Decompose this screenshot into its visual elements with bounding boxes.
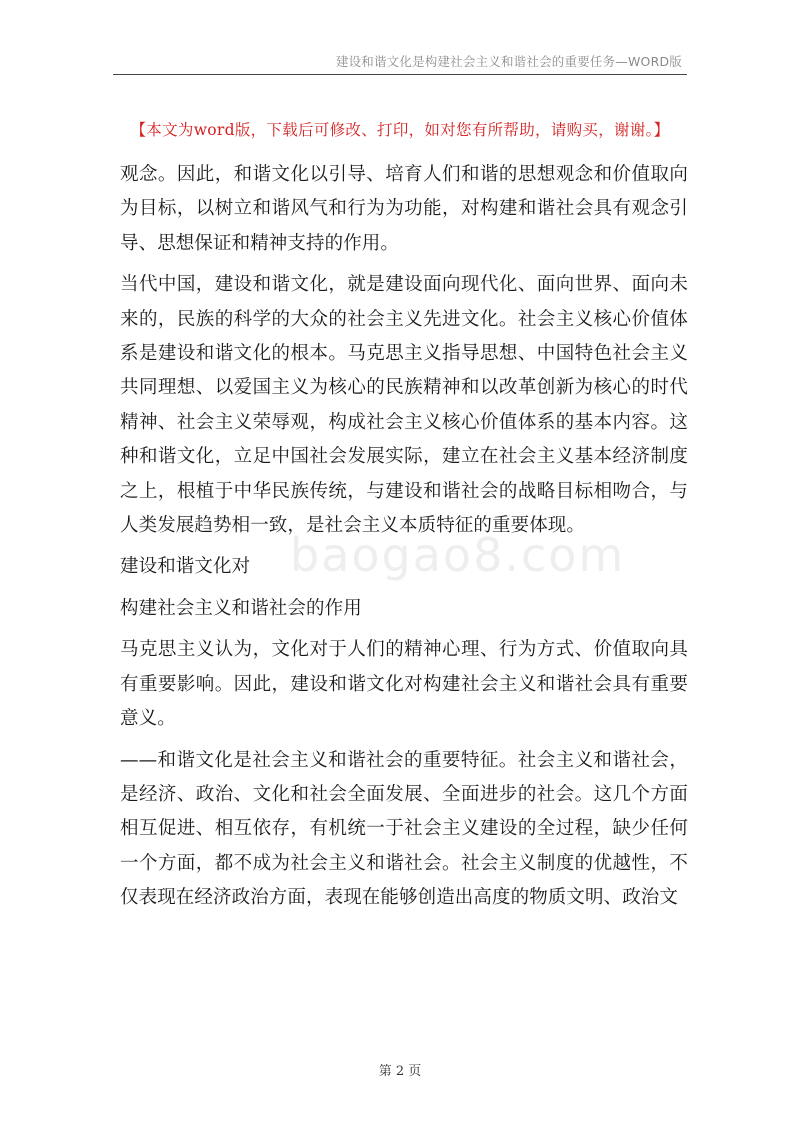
page-number: 第 2 页 — [378, 1064, 422, 1079]
paragraph-2: 当代中国，建设和谐文化，就是建设面向现代化、面向世界、面向未来的，民族的科学的大众的社会主义先进文化。社会主义核心价值体系是建设和谐文化的根本。马克思主义指导思想、中国特色社会主义共同理想、以爱国主义为核心的民族精神和以改革创新为核心的时代精神、社会主义荣辱观，构成社会主义核心价值体系的基本内容。这种和谐文化，立足中国社会发展实际，建立在社会主义基本经济制度之上，根植于中华民族传统，与建设和谐社会的战略目标相吻合，与人类发展趋势相一致，是社会主义本质特征的重要体现。 — [120, 274, 688, 537]
header-divider — [113, 74, 687, 75]
running-header: 建设和谐文化是构建社会主义和谐社会的重要任务—WORD版 — [335, 54, 682, 69]
paragraph-1: 观念。因此，和谐文化以引导、培育人们和谐的思想观念和价值取向为目标，以树立和谐风气和行为为功能，对构建和谐社会具有观念引导、思想保证和精神支持的作用。 — [120, 164, 688, 254]
paragraph-3: 马克思主义认为，文化对于人们的精神心理、行为方式、价值取向具有重要影响。因此，建设和谐文化对构建社会主义和谐社会具有重要意义。 — [120, 639, 688, 730]
section-heading-line-2: 构建社会主义和谐社会的作用 — [120, 597, 362, 619]
body-text — [120, 158, 688, 923]
watermark: baogao8.com — [290, 528, 626, 582]
section-heading-line-1: 建设和谐文化对 — [120, 556, 251, 578]
paragraph-4: ——和谐文化是社会主义和谐社会的重要特征。社会主义和谐社会，是经济、政治、文化和社会全面发展、全面进步的社会。这几个方面相互促进、相互依存，有机统一于社会主义建设的全过程，缺少任何一个方面，都不成为社会主义和谐社会。社会主义制度的优越性，不仅表现在经济政治方面，表现在能够创造出高度的物质文明、政治文 — [120, 749, 688, 909]
download-notice: 【本文为word版，下载后可修改、打印，如对您有所帮助，请购买，谢谢。】 — [130, 121, 670, 139]
